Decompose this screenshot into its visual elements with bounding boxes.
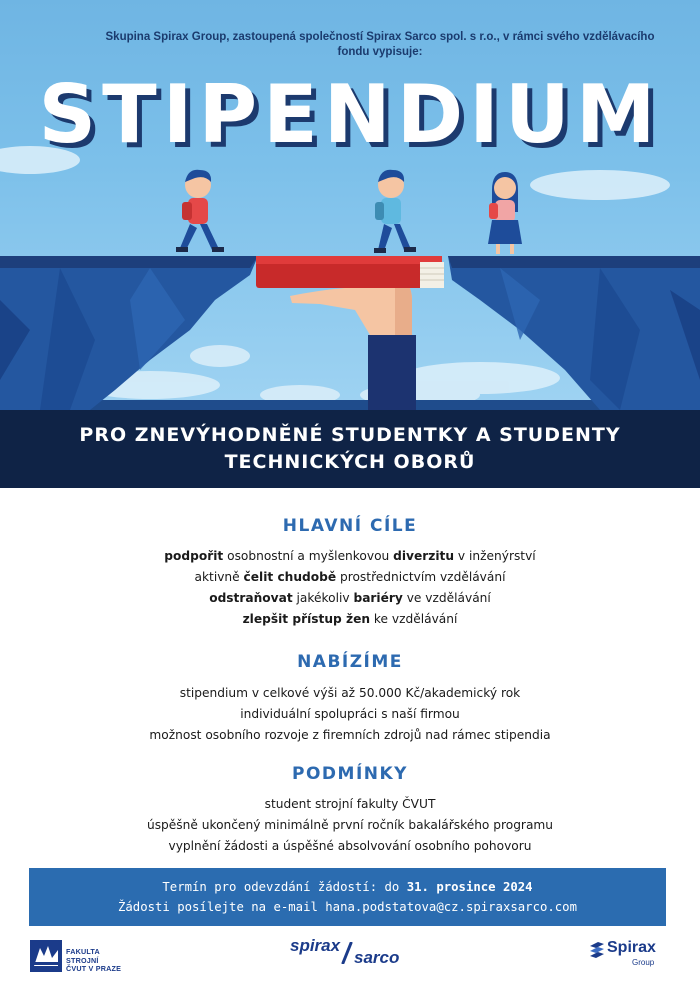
deadline-line <box>29 877 666 897</box>
banner-line-2: TECHNICKÝCH OBORŮ <box>224 451 476 473</box>
fs-line: ČVUT V PRAZE <box>66 964 122 973</box>
page-title: STIPENDIUM <box>38 68 662 161</box>
fs-cvut-text <box>66 948 121 974</box>
student-figure-3 <box>488 172 522 254</box>
offer-heading: NABÍZÍME <box>297 652 403 672</box>
intro-line-2: fondu vypisuje: <box>337 46 423 58</box>
spirax-group-word-2: Group <box>632 958 655 967</box>
fs-cvut-logo <box>30 940 140 974</box>
conditions-list <box>0 794 700 857</box>
offer-item: individuální spolupráci s naší firmou <box>240 707 460 721</box>
spirax-sarco-word-2: sarco <box>354 948 400 967</box>
offer-item: stipendium v celkové výši až 50.000 Kč/akademický rok <box>179 686 521 700</box>
intro-text <box>60 30 700 60</box>
hero-illustration <box>0 0 700 410</box>
offer-list <box>0 683 700 746</box>
spirax-swirl-icon <box>588 940 606 958</box>
spirax-sarco-logo <box>290 936 412 970</box>
intro-line-1: Skupina Spirax Group, zastoupená společností Spirax Sarco spol. s r.o., v rámci svého vzdělávacího <box>105 31 655 43</box>
goal-bold: čelit chudobě <box>243 570 337 584</box>
student-figure-1 <box>176 170 224 252</box>
goal-text: osobnostní a myšlenkovou <box>223 549 394 563</box>
goal-bold: bariéry <box>353 591 403 605</box>
fs-emblem-icon <box>30 940 62 972</box>
student-figure-2 <box>374 170 416 253</box>
goals-heading: HLAVNÍ CÍLE <box>282 516 418 536</box>
goals-list <box>0 546 700 630</box>
goal-bold: zlepšit přístup žen <box>242 612 371 626</box>
banner-line-1: PRO ZNEVÝHODNĚNÉ STUDENTKY A STUDENTY <box>79 424 621 446</box>
goal-text: ve vzdělávání <box>402 591 491 605</box>
spirax-group-logo <box>588 938 668 972</box>
goal-item <box>0 567 700 588</box>
goal-text: ke vzdělávání <box>370 612 458 626</box>
condition-item: úspěšně ukončený minimálně první ročník bakalářského programu <box>146 818 554 832</box>
goal-item <box>0 609 700 630</box>
goal-bold: podpořit <box>164 549 224 563</box>
deadline-box <box>29 868 666 926</box>
deadline-date: 31. prosince 2024 <box>406 880 533 894</box>
goal-bold: diverzitu <box>393 549 455 563</box>
condition-item: vyplnění žádosti a úspěšné absolvování osobního pohovoru <box>168 839 532 853</box>
deadline-label: Termín pro odevzdání žádostí: do <box>162 880 407 894</box>
goal-text: jakékoliv <box>292 591 354 605</box>
offer-item: možnost osobního rozvoje z firemních zdrojů nad rámec stipendia <box>149 728 551 742</box>
application-email-line: Žádosti posílejte na e-mail hana.podstatova@cz.spiraxsarco.com <box>117 900 577 914</box>
fs-line: FAKULTA <box>66 947 100 956</box>
hero-scene <box>0 0 700 410</box>
spirax-group-word-1: Spirax <box>607 939 656 956</box>
goal-item <box>0 546 700 567</box>
target-group-banner <box>0 410 700 488</box>
goal-bold: odstraňovat <box>209 591 293 605</box>
book <box>256 256 444 288</box>
conditions-heading: PODMÍNKY <box>292 764 408 784</box>
goal-text: aktivně <box>194 570 244 584</box>
slash-icon <box>340 942 354 964</box>
goal-text: v inženýrství <box>454 549 536 563</box>
condition-item: student strojní fakulty ČVUT <box>264 797 436 811</box>
goal-item <box>0 588 700 609</box>
goal-text: prostřednictvím vzdělávání <box>336 570 506 584</box>
spirax-sarco-word-1: spirax <box>290 936 341 955</box>
fs-line: STROJNÍ <box>66 955 99 965</box>
